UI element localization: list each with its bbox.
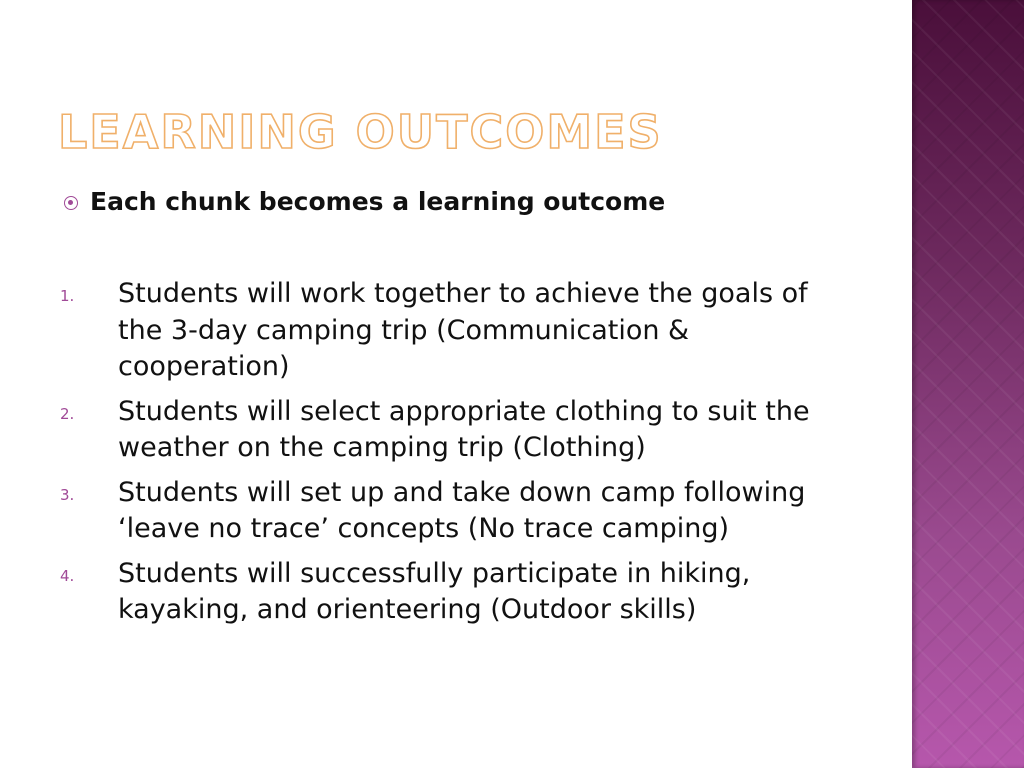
circle-dot-bullet-icon [64,196,78,210]
outcome-item [60,276,860,386]
bullet-item [64,182,665,222]
outcome-number: 4. [60,566,75,585]
outcome-item [60,475,860,548]
outcome-number: 3. [60,485,75,504]
outcome-item [60,394,860,467]
outcome-number: 1. [60,287,75,305]
outcome-number: 2. [60,404,75,423]
decorative-side-band [912,0,1024,768]
bullet-text: Each chunk becomes a learning outcome [90,187,666,216]
outcomes-list [60,276,860,637]
outcome-text: Students will work together to achieve the goals of the 3-day camping trip (Communication & cooperation) [118,278,808,382]
outcome-text: Students will set up and take down camp following ‘leave no trace’ concepts (No trace camping) [118,476,806,544]
outcome-text: Students will select appropriate clothing to suit the weather on the camping trip (Clothing) [118,395,810,463]
outcome-text: Students will successfully participate in hiking, kayaking, and orienteering (Outdoor skills) [118,557,751,625]
outcome-item [60,556,860,629]
slide-title: LEARNING OUTCOMES [58,105,663,159]
